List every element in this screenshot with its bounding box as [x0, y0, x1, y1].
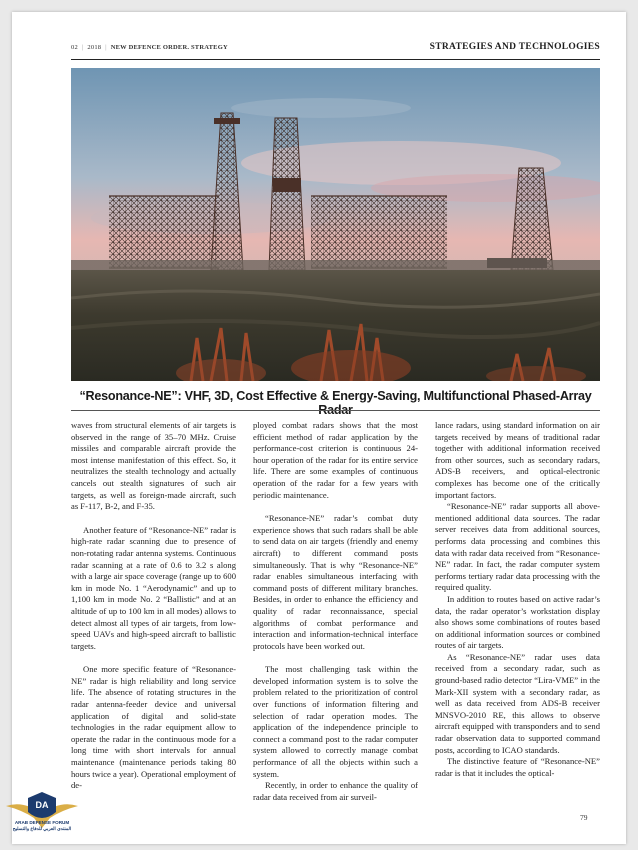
radar-photo [71, 68, 600, 381]
paragraph: “Resonance-NE” radar’s combat duty experience shows that such radars shall be able to send data on air targets (friendly and enemy aircraft) to different command posts simultaneously. That is why “Resonance-NE” radar enables simultaneous interfacing with command posts of different military branches. Besides, in order to enhance the efficiency and quality of radar reconnaissance, special algorithms of combat performance and interaction and information-technical interface protocols have been worked out. [253, 513, 418, 651]
article-column-1 [71, 420, 236, 792]
watermark-line-2: المنتدى العربي للدفاع والتسليح [12, 826, 72, 831]
issue-year: 2018 [87, 44, 102, 51]
header-issue-info: 02 | 2018 | NEW DEFENCE ORDER. STRATEGY [71, 44, 228, 51]
paragraph: Another feature of “Resonance-NE” radar is high-rate radar scanning due to presence of non-rotating radar antenna systems. Continuous radar scanning at a rate of 0.6 to 3.2 s along with a large air space coverage (range up to 600 km in mode No. 1 “Aerodynamic” and up to 1,100 km in mode No. 2 “Ballistic” and at an altitude of up to 100 km in all modes) allows to detect almost all types of air targets, from low-speed UAVs and high-speed aircraft to ballistic targets. [71, 524, 236, 651]
paragraph: “Resonance-NE” radar supports all above-mentioned additional data sources. The radar server receives data from additional sources, performs data processing and combines this data with radar data received from “Resonance-NE” radar. In fact, the radar computer system performs tertiary radar data processing with the required quality. [435, 501, 600, 593]
article-column-3 [435, 420, 600, 779]
paragraph: ployed combat radars shows that the most efficient method of radar application by the performance-cost criterion is continuous 24-hour operation of the radar for its entire service life. There are some examples of continuous operation of the radar for a few years with periodic maintenance. [253, 420, 418, 500]
magazine-page [12, 12, 626, 844]
watermark-line-1: ARAB DEFENSE FORUM [14, 820, 70, 825]
page-number: 79 [580, 813, 588, 822]
paragraph: The most challenging task within the developed information system is to solve the problem related to the prioritization of control over functions of information filtering and selection of radar operation modes. The application of the independence principle to connect a command post to the radar computer system allowed to correctly manage combat performance of all the objects within such a system. [253, 664, 418, 779]
paragraph: One more specific feature of “Resonance-NE” radar is high reliability and long service life. The absence of rotating structures in the radar antenna-feeder device and universal application of digital and solid-state technologies in the radar equipment allow to operate the radar in the continuous mode for a long time with short intervals for annual maintenance (maintenance periods taking 80 hours twice a year). Operational employment of de- [71, 664, 236, 791]
watermark-text [2, 820, 82, 832]
arab-defense-forum-logo [2, 786, 82, 846]
section-name: NEW DEFENCE ORDER. STRATEGY [110, 44, 228, 51]
issue-number: 02 [71, 44, 78, 51]
paragraph: As “Resonance-NE” radar uses data received from a secondary radar, such as ground-based radio detector “Lira-VME” in the Mark-XII system with a secondary radar, as well as data received from ADS-B receiver MNSVO-2010 RE, this allows to observe aircraft equipped with transponders and to send radar observation data to supported command posts, according to ICAO standards. [435, 651, 600, 755]
article-column-2 [253, 420, 418, 803]
running-title: STRATEGIES AND TECHNOLOGIES [429, 42, 600, 52]
photo-caption: “Resonance-NE”: VHF, 3D, Cost Effective & Energy-Saving, Multifunctional Phased-Array Radar [79, 389, 592, 417]
logo-mark: DA [35, 800, 49, 810]
paragraph: Recently, in order to enhance the quality of radar data received from air surveil- [253, 780, 418, 802]
paragraph: lance radars, using standard information on air targets received by means of traditional radar together with additional information received from other sources, such as secondary radars, ADS-B receivers, and optical-electronic complexes has become one of the critically important factors. [435, 420, 600, 500]
paragraph: The distinctive feature of “Resonance-NE” radar is that it includes the optical- [435, 756, 600, 778]
caption-rule [71, 410, 600, 411]
page-header [71, 29, 600, 60]
paragraph: waves from structural elements of air targets is observed in the range of 35–70 MHz. Cruise missiles and comparable aircraft provide the most intense manifestation of this effect. So, it neutralizes the stealth technology and actually cancels out stealth signatures of such air targets, as well as foreign-made aircraft, such as F-117, B-2, and F-35. [71, 420, 236, 512]
paragraph: In addition to routes based on active radar’s data, the radar operator’s workstation display also shows some combinations of routes based on additional information sources or combined routes of air targets. [435, 593, 600, 651]
